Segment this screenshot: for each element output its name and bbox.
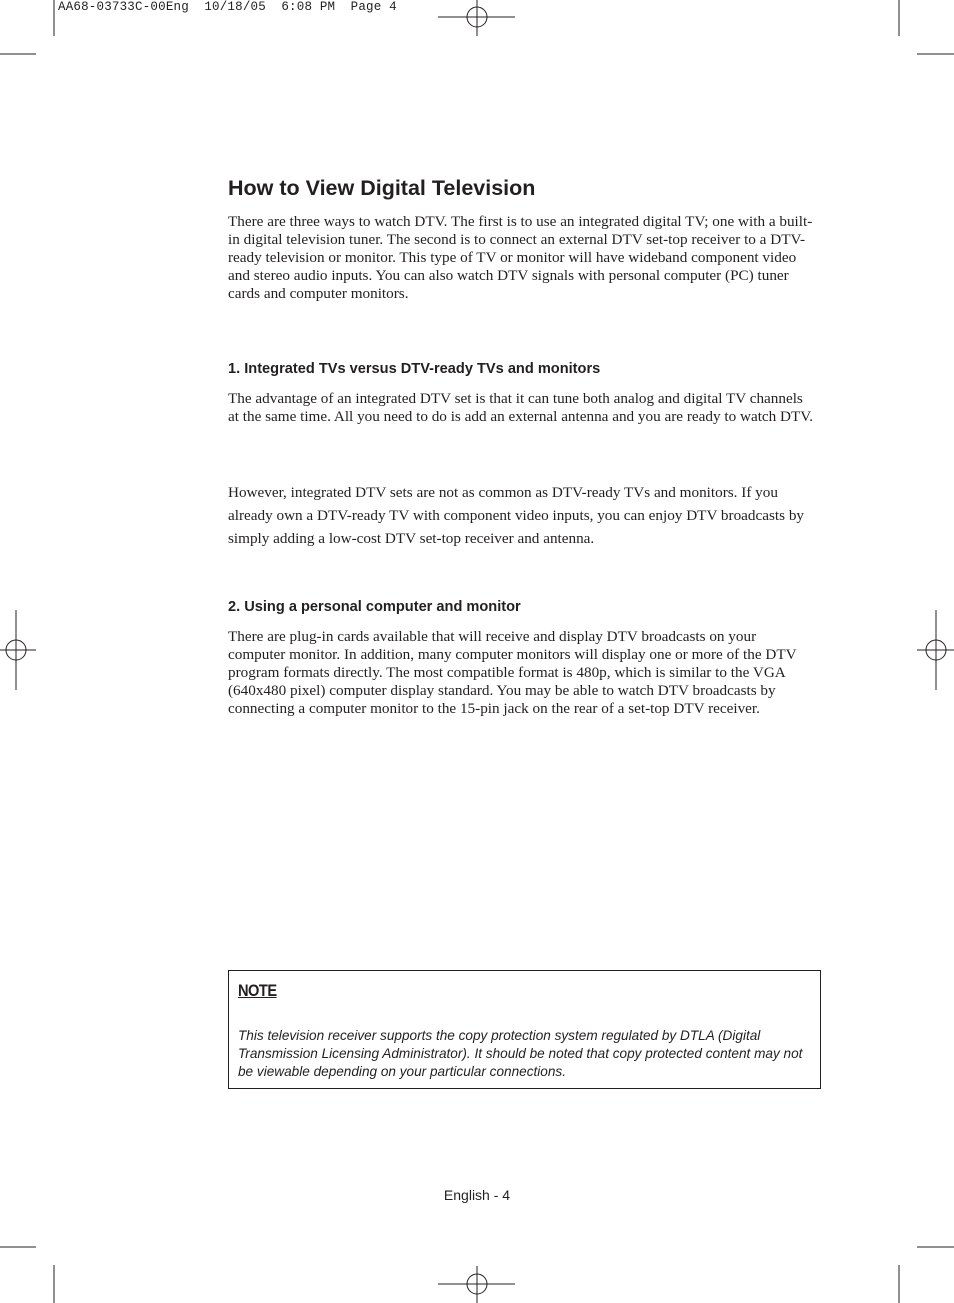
- section-1-paragraph-1: The advantage of an integrated DTV set is that it can tune both analog and digital TV channels at the same time. All you need to do is add an external antenna and you are ready to watch DTV.: [228, 390, 814, 425]
- section-1-heading: 1. Integrated TVs versus DTV-ready TVs and monitors: [228, 361, 601, 377]
- section-2-heading: 2. Using a personal computer and monitor: [228, 599, 521, 615]
- page-title: How to View Digital Television: [228, 176, 536, 200]
- section-1-paragraph-2: However, integrated DTV sets are not as common as DTV-ready TVs and monitors. If you already own a DTV-ready TV with component video inputs, you can enjoy DTV broadcasts by simply adding a low-cost DTV set-top receiver and antenna.: [228, 484, 805, 547]
- section-2-paragraph-1: There are plug-in cards available that will receive and display DTV broadcasts on your computer monitor. In addition, many computer monitors will display one or more of the DTV program formats directly. The most compatible format is 480p, which is similar to the VGA (640x480 pixel) computer display standard. You may be able to watch DTV broadcasts by connecting a computer monitor to the 15-pin jack on the rear of a set-top DTV receiver.: [228, 628, 797, 717]
- note-label: NOTE: [238, 981, 277, 1000]
- intro-paragraph: There are three ways to watch DTV. The first is to use an integrated digital TV; one with a built-in digital television tuner. The second is to connect an external DTV set-top receiver to a DTV-ready television or monitor. This type of TV or monitor will have wideband component video and stereo audio inputs. You can also watch DTV signals with personal computer (PC) tuner cards and computer monitors.: [228, 213, 813, 302]
- print-slug: AA68-03733C-00Eng 10/18/05 6:08 PM Page 4: [58, 0, 397, 14]
- page-footer: English - 4: [443, 1187, 511, 1203]
- note-text: This television receiver supports the copy protection system regulated by DTLA (Digital Transmission Licensing Administrator). It should be noted that copy protected content may not be viewable depending on your particular connections.: [238, 1028, 803, 1079]
- note-box: [228, 970, 821, 1089]
